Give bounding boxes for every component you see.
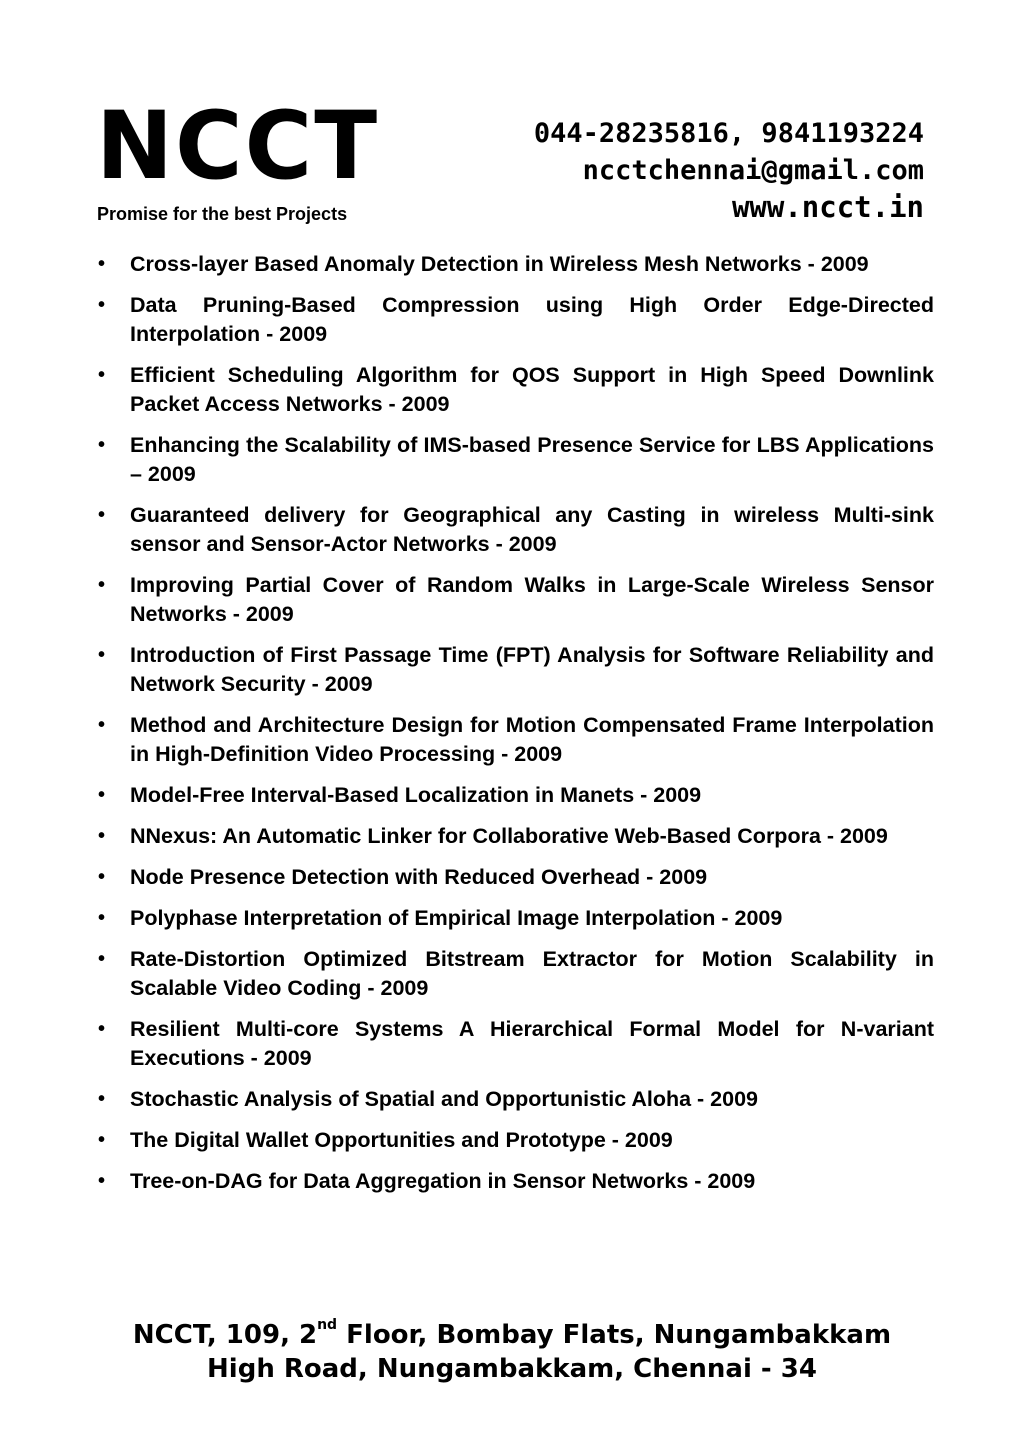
bullet-icon: • [98,1129,106,1151]
phone-numbers: 044-28235816, 9841193224 [533,118,924,149]
bullet-icon: • [98,907,106,929]
bullet-icon: • [98,866,106,888]
project-title: Method and Architecture Design for Motion Compensated Frame Interpolation in High-Definition Video Processing - 2009 [130,713,934,766]
project-list [98,250,934,1208]
project-title: Data Pruning-Based Compression using High Order Edge-Directed Interpolation - 2009 [130,293,934,346]
project-title: Stochastic Analysis of Spatial and Opportunistic Aloha - 2009 [130,1087,759,1111]
list-item [98,361,934,419]
bullet-icon: • [98,434,106,456]
list-item [98,1126,934,1155]
list-item [98,291,934,349]
list-item [98,571,934,629]
project-title: Model-Free Interval-Based Localization in Manets - 2009 [130,783,702,807]
footer-address [0,1318,1024,1386]
list-item [98,945,934,1003]
bullet-icon: • [98,574,106,596]
bullet-icon: • [98,1088,106,1110]
list-item [98,1015,934,1073]
address-line-1: NCCT, 109, 2nd Floor, Bombay Flats, Nungambakkam [132,1317,892,1350]
project-title: Efficient Scheduling Algorithm for QOS Support in High Speed Downlink Packet Access Networks - 2009 [130,363,934,416]
project-title: The Digital Wallet Opportunities and Prototype - 2009 [130,1128,673,1152]
bullet-icon: • [98,294,106,316]
contact-block [534,115,924,226]
list-item [98,781,934,810]
bullet-icon: • [98,644,106,666]
project-title: Enhancing the Scalability of IMS-based Presence Service for LBS Applications – 2009 [130,433,934,486]
bullet-icon: • [98,714,106,736]
project-title: Introduction of First Passage Time (FPT) Analysis for Software Reliability and Network Security - 2009 [130,643,934,696]
brand-logo: NCCT [96,92,379,201]
website-url: www.ncct.in [731,190,924,224]
list-item [98,1167,934,1196]
project-title: Improving Partial Cover of Random Walks in Large-Scale Wireless Sensor Networks - 2009 [130,573,934,626]
project-title: Tree-on-DAG for Data Aggregation in Sensor Networks - 2009 [130,1169,756,1193]
list-item [98,822,934,851]
list-item [98,1085,934,1114]
project-title: Node Presence Detection with Reduced Overhead - 2009 [130,865,708,889]
list-item [98,641,934,699]
bullet-icon: • [98,948,106,970]
list-item [98,431,934,489]
bullet-icon: • [98,364,106,386]
project-title: Polyphase Interpretation of Empirical Image Interpolation - 2009 [130,906,783,930]
address-line-2: High Road, Nungambakkam, Chennai - 34 [207,1354,817,1384]
list-item [98,904,934,933]
project-title: Cross-layer Based Anomaly Detection in Wireless Mesh Networks - 2009 [130,252,869,276]
list-item [98,250,934,279]
list-item [98,501,934,559]
project-title: NNexus: An Automatic Linker for Collaborative Web-Based Corpora - 2009 [130,824,888,848]
bullet-icon: • [98,1170,106,1192]
bullet-icon: • [98,825,106,847]
bullet-icon: • [98,1018,106,1040]
bullet-icon: • [98,504,106,526]
project-title: Resilient Multi-core Systems A Hierarchical Formal Model for N-variant Executions - 2009 [130,1017,934,1070]
project-title: Rate-Distortion Optimized Bitstream Extractor for Motion Scalability in Scalable Video Coding - 2009 [130,947,934,1000]
bullet-icon: • [98,784,106,806]
project-title: Guaranteed delivery for Geographical any Casting in wireless Multi-sink sensor and Sensor-Actor Networks - 2009 [130,503,934,556]
list-item [98,863,934,892]
tagline: Promise for the best Projects [97,204,348,224]
email-address: ncctchennai@gmail.com [582,155,924,186]
bullet-icon: • [98,253,106,275]
list-item [98,711,934,769]
